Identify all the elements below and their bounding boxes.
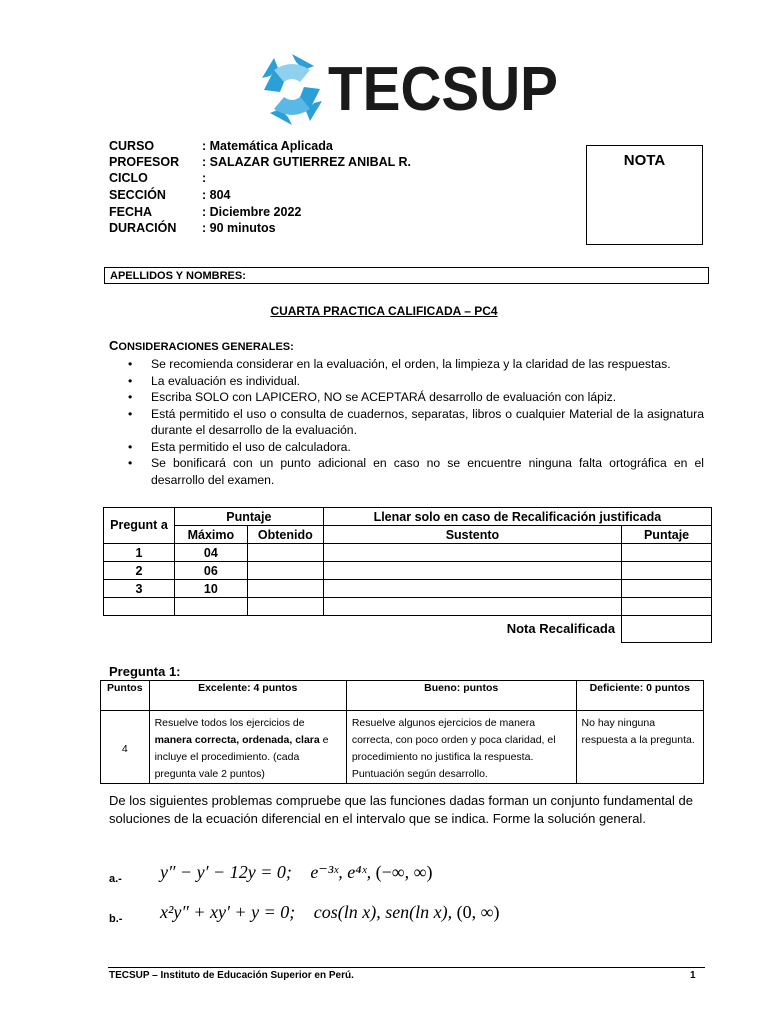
list-item-text: Escriba SOLO con LAPICERO, NO se ACEPTARÁ desarrollo de evaluación con lápiz. bbox=[151, 390, 617, 404]
consideraciones-list bbox=[108, 356, 704, 488]
list-item-text: Esta permitido el uso de calculadora. bbox=[151, 439, 351, 454]
rubric-excelente bbox=[149, 711, 346, 784]
item-b-label: b.- bbox=[109, 913, 123, 925]
score-table bbox=[103, 507, 712, 643]
table-row bbox=[104, 562, 712, 580]
cell-sustento[interactable] bbox=[323, 544, 621, 562]
table-row bbox=[104, 544, 712, 562]
equation-functions: cos(ln x), sen(ln x), bbox=[313, 902, 453, 922]
tecsup-logo-graphic bbox=[256, 52, 561, 127]
item-a-label: a.- bbox=[109, 873, 122, 885]
bullet-icon: • bbox=[128, 406, 133, 421]
list-item-text: Está permitido el uso o consulta de cuadernos, separatas, libros o cualquier Material de la asignatura durante el desarrollo de la evaluación. bbox=[151, 406, 704, 437]
bullet-icon: • bbox=[128, 373, 133, 388]
cell-maximo bbox=[174, 598, 247, 616]
cell-puntaje[interactable] bbox=[622, 598, 712, 616]
problem-statement: De los siguientes problemas compruebe que las funciones dadas forman un conjunto fundamental de soluciones de la ecuación diferencial en el intervalo que se indica. Forme la solución general. bbox=[109, 793, 693, 826]
cell-sustento[interactable] bbox=[323, 562, 621, 580]
header-obtenido: Obtenido bbox=[247, 526, 323, 544]
header-puntaje: Puntaje bbox=[174, 508, 323, 526]
consideraciones-title-rest: ONSIDERACIONES GENERALES: bbox=[118, 341, 294, 353]
cell-pregunta: 1 bbox=[104, 544, 175, 562]
list-item bbox=[108, 455, 704, 488]
info-value: : SALAZAR GUTIERREZ ANIBAL R. bbox=[202, 155, 412, 169]
table-row bbox=[104, 580, 712, 598]
cell-obtenido[interactable] bbox=[247, 544, 323, 562]
equation-ode: x²y″ + xy′ + y = 0; bbox=[160, 902, 296, 922]
rubric-deficiente: No hay ninguna respuesta a la pregunta. bbox=[576, 711, 704, 784]
cell-maximo: 10 bbox=[174, 580, 247, 598]
exam-title: CUARTA PRACTICA CALIFICADA – PC4 bbox=[270, 304, 498, 318]
cell-puntaje[interactable] bbox=[622, 544, 712, 562]
rubric-excelente-bold: manera correcta, ordenada, clara bbox=[154, 734, 320, 746]
equation-ode: y″ − y′ − 12y = 0; bbox=[160, 862, 292, 882]
table-row bbox=[104, 598, 712, 616]
nota-label: NOTA bbox=[623, 152, 666, 169]
info-value: : bbox=[202, 171, 207, 185]
cell-sustento[interactable] bbox=[323, 598, 621, 616]
list-item-text: La evaluación es individual. bbox=[151, 373, 301, 388]
bullet-icon: • bbox=[128, 390, 133, 404]
logo-wordmark: TECSUP bbox=[328, 55, 558, 124]
rubric-header-excelente: Excelente: 4 puntos bbox=[149, 681, 346, 711]
info-label: CICLO bbox=[109, 171, 148, 185]
info-label: PROFESOR bbox=[109, 155, 180, 169]
cell-maximo: 06 bbox=[174, 562, 247, 580]
info-label: CURSO bbox=[109, 139, 155, 153]
header-pregunta: Pregunt a bbox=[104, 508, 175, 544]
cell-pregunta: 2 bbox=[104, 562, 175, 580]
cell-pregunta bbox=[104, 598, 175, 616]
header-recalificacion: Llenar solo en caso de Recalificación justificada bbox=[323, 508, 711, 526]
consideraciones-title-initial: C bbox=[109, 338, 119, 353]
rubric-excelente-post: e incluye el procedimiento. (cada pregunta vale 2 puntos) bbox=[154, 734, 329, 780]
footer-text: TECSUP – Instituto de Educación Superior en Perú. bbox=[109, 970, 354, 981]
list-item bbox=[108, 373, 704, 390]
cell-puntaje[interactable] bbox=[622, 580, 712, 598]
page-number: 1 bbox=[690, 970, 696, 981]
apellidos-label: APELLIDOS Y NOMBRES: bbox=[110, 270, 246, 282]
cell-puntaje[interactable] bbox=[622, 562, 712, 580]
list-item bbox=[108, 439, 704, 456]
list-item bbox=[108, 406, 704, 439]
header-maximo: Máximo bbox=[174, 526, 247, 544]
list-item bbox=[108, 389, 704, 406]
bullet-icon: • bbox=[128, 439, 133, 454]
info-label: FECHA bbox=[109, 205, 153, 219]
rubric-header-bueno: Bueno: puntos bbox=[346, 681, 576, 711]
list-item-text: Se recomienda considerar en la evaluación, el orden, la limpieza y la claridad de las respuestas. bbox=[151, 357, 671, 371]
nota-box[interactable] bbox=[586, 145, 703, 245]
info-value: : Diciembre 2022 bbox=[202, 205, 302, 219]
apellidos-field[interactable] bbox=[104, 267, 709, 284]
cell-sustento[interactable] bbox=[323, 580, 621, 598]
rubric-excelente-pre: Resuelve todos los ejercicios de bbox=[154, 717, 305, 729]
equation-interval: (0, ∞) bbox=[456, 902, 500, 922]
info-value: : Matemática Aplicada bbox=[202, 139, 333, 153]
equation-interval: (−∞, ∞) bbox=[375, 862, 433, 882]
cell-obtenido[interactable] bbox=[247, 580, 323, 598]
cell-obtenido[interactable] bbox=[247, 562, 323, 580]
list-item bbox=[108, 356, 704, 373]
header-sustento: Sustento bbox=[323, 526, 621, 544]
bullet-icon: • bbox=[128, 456, 133, 470]
nota-recalificada-label: Nota Recalificada bbox=[506, 621, 616, 637]
info-value: : 90 minutos bbox=[202, 221, 276, 235]
info-label: SECCIÓN bbox=[109, 188, 166, 202]
bullet-icon: • bbox=[128, 357, 133, 371]
info-label: DURACIÓN bbox=[109, 221, 177, 235]
consideraciones-title bbox=[109, 338, 294, 353]
nota-recalificada-cell[interactable] bbox=[622, 616, 712, 643]
pregunta1-title: Pregunta 1: bbox=[109, 664, 181, 679]
item-a-equation bbox=[160, 862, 432, 883]
footer-divider bbox=[108, 967, 705, 968]
header-puntaje-recal: Puntaje bbox=[622, 526, 712, 544]
cell-maximo: 04 bbox=[174, 544, 247, 562]
tecsup-logo bbox=[256, 52, 561, 127]
info-value: : 804 bbox=[202, 188, 231, 202]
equation-functions: e⁻³ˣ, e⁴ˣ, bbox=[310, 862, 372, 882]
rubric-puntos: 4 bbox=[101, 711, 150, 784]
cell-obtenido[interactable] bbox=[247, 598, 323, 616]
rubric-bueno: Resuelve algunos ejercicios de manera correcta, con poco orden y poca claridad, el procedimiento no justifica la respuesta. Puntuación según desarrollo. bbox=[346, 711, 576, 784]
logo-arrows-icon bbox=[262, 54, 322, 125]
item-b-equation bbox=[160, 902, 500, 923]
list-item-text: Se bonificará con un punto adicional en caso no se encuentre ninguna falta ortográfica en el desarrollo del examen. bbox=[151, 456, 704, 487]
rubric-header-puntos: Puntos bbox=[101, 681, 150, 711]
cell-pregunta: 3 bbox=[104, 580, 175, 598]
rubric-table bbox=[100, 680, 704, 784]
rubric-header-deficiente: Deficiente: 0 puntos bbox=[576, 681, 704, 711]
